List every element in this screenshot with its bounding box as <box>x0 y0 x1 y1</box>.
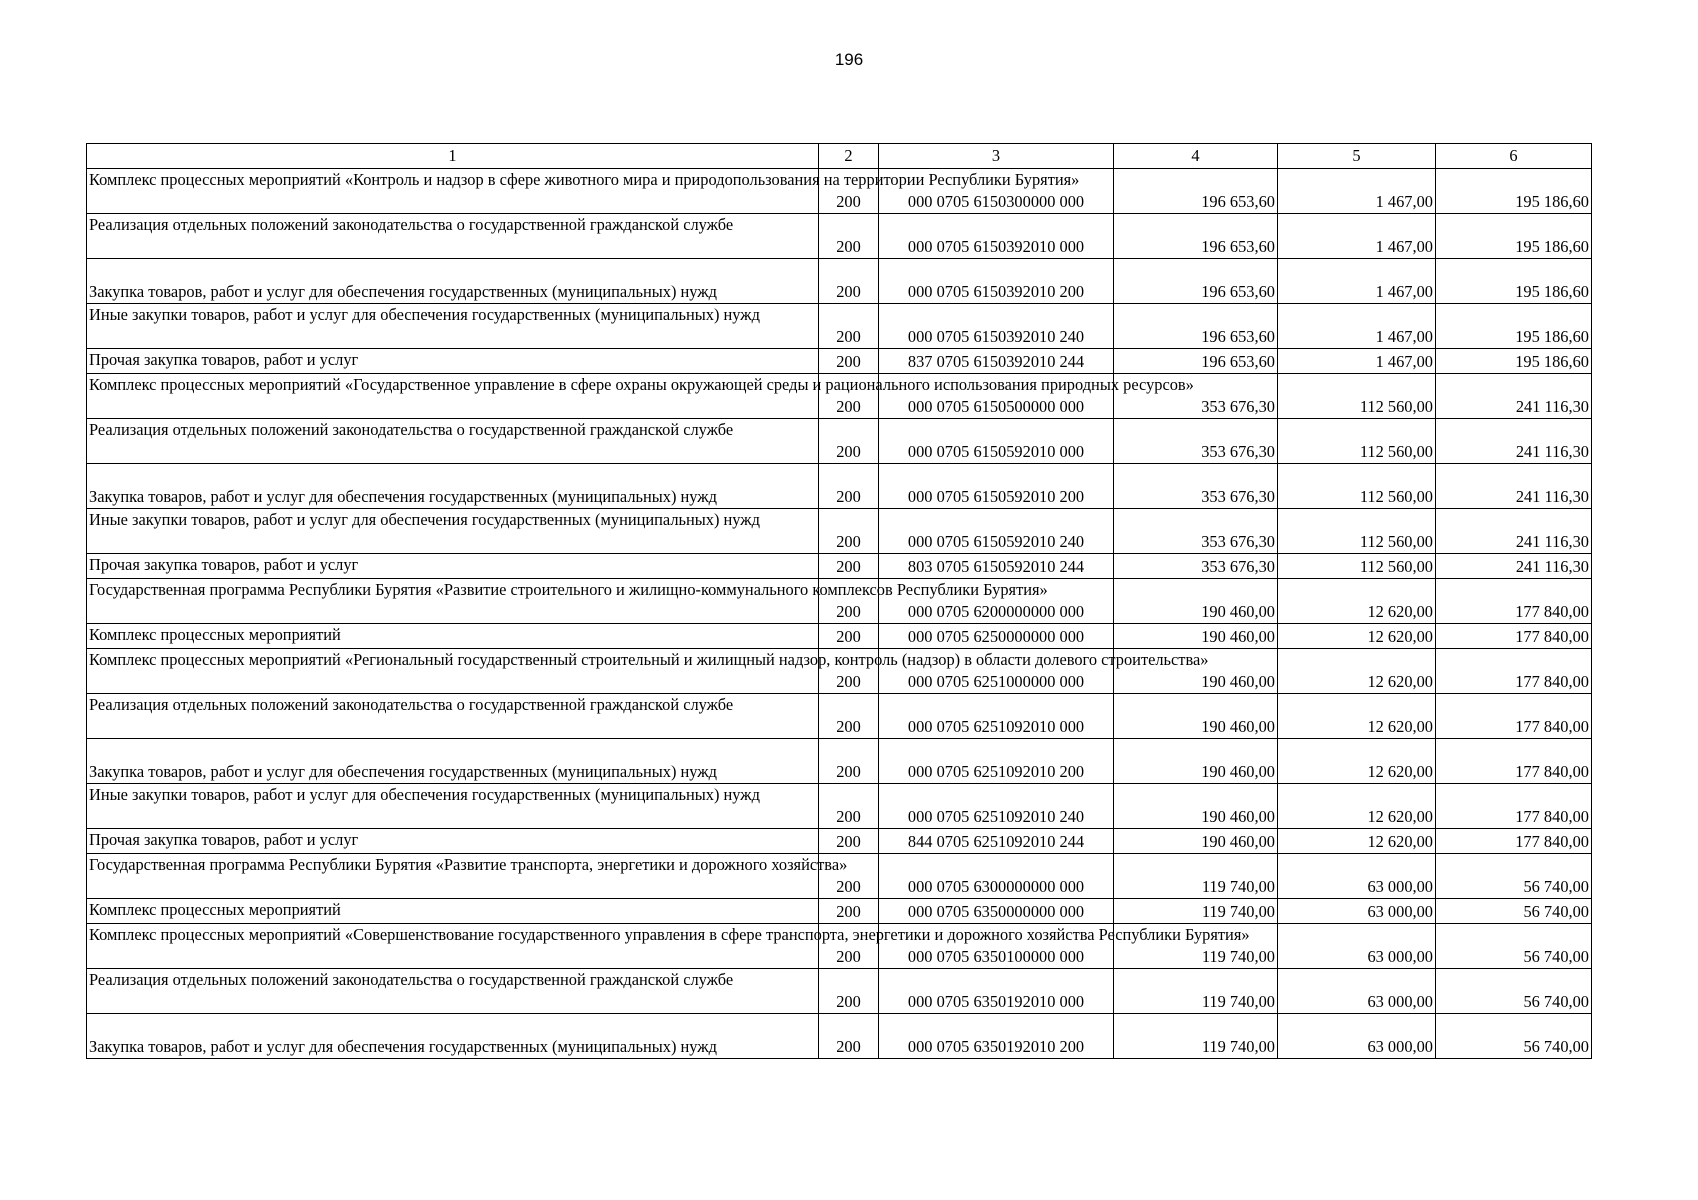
row-value4-cell: 196 653,60 <box>1114 169 1278 214</box>
row-name-cell: Реализация отдельных положений законодательства о государственной гражданской службе <box>87 214 819 259</box>
row-col2-cell: 200 <box>819 464 879 509</box>
row-col2-cell: 200 <box>819 304 879 349</box>
table-row <box>87 1014 1592 1059</box>
header-row <box>87 144 1592 169</box>
table-row <box>87 649 1592 694</box>
row-value6-cell: 177 840,00 <box>1436 579 1592 624</box>
header-col-6: 6 <box>1436 144 1592 169</box>
row-value6-cell: 241 116,30 <box>1436 554 1592 579</box>
table-row <box>87 554 1592 579</box>
header-col-4: 4 <box>1114 144 1278 169</box>
row-value5-cell: 1 467,00 <box>1278 169 1436 214</box>
row-value6-cell: 56 740,00 <box>1436 854 1592 899</box>
row-value5-cell: 12 620,00 <box>1278 649 1436 694</box>
row-value6-cell: 56 740,00 <box>1436 899 1592 924</box>
row-value5-cell: 1 467,00 <box>1278 214 1436 259</box>
row-code-cell: 000 0705 6350192010 200 <box>879 1014 1114 1059</box>
row-value5-cell: 1 467,00 <box>1278 259 1436 304</box>
row-value4-cell: 190 460,00 <box>1114 739 1278 784</box>
row-name-cell: Государственная программа Республики Бурятия «Развитие строительного и жилищно-коммунального комплексов Республики Бурятия» <box>87 579 819 624</box>
row-name-cell: Прочая закупка товаров, работ и услуг <box>87 829 819 854</box>
row-col2-cell: 200 <box>819 624 879 649</box>
row-name-cell: Закупка товаров, работ и услуг для обеспечения государственных (муниципальных) нужд <box>87 739 819 784</box>
table-row <box>87 899 1592 924</box>
row-value5-cell: 63 000,00 <box>1278 1014 1436 1059</box>
row-value6-cell: 195 186,60 <box>1436 349 1592 374</box>
row-value6-cell: 241 116,30 <box>1436 509 1592 554</box>
row-value5-cell: 112 560,00 <box>1278 419 1436 464</box>
table-row <box>87 784 1592 829</box>
row-value5-cell: 112 560,00 <box>1278 464 1436 509</box>
row-value5-cell: 12 620,00 <box>1278 579 1436 624</box>
row-value5-cell: 112 560,00 <box>1278 509 1436 554</box>
row-name-cell: Комплекс процессных мероприятий «Совершенствование государственного управления в сфере транспорта, энергетики и дорожного хозяйства Республики Бурятия» <box>87 924 819 969</box>
row-code-cell: 000 0705 6251000000 000 <box>879 649 1114 694</box>
page-number: 196 <box>834 50 864 69</box>
budget-table <box>86 143 1592 1059</box>
row-name-cell: Закупка товаров, работ и услуг для обеспечения государственных (муниципальных) нужд <box>87 259 819 304</box>
row-value4-cell: 190 460,00 <box>1114 829 1278 854</box>
row-value4-cell: 353 676,30 <box>1114 554 1278 579</box>
row-value6-cell: 195 186,60 <box>1436 304 1592 349</box>
row-value4-cell: 196 653,60 <box>1114 259 1278 304</box>
table-row <box>87 259 1592 304</box>
row-col2-cell: 200 <box>819 739 879 784</box>
row-col2-cell: 200 <box>819 969 879 1014</box>
row-name-cell: Иные закупки товаров, работ и услуг для обеспечения государственных (муниципальных) нужд <box>87 509 819 554</box>
row-value5-cell: 12 620,00 <box>1278 624 1436 649</box>
row-value6-cell: 56 740,00 <box>1436 924 1592 969</box>
row-value4-cell: 119 740,00 <box>1114 969 1278 1014</box>
table-row <box>87 579 1592 624</box>
row-code-cell: 000 0705 6250000000 000 <box>879 624 1114 649</box>
row-value6-cell: 241 116,30 <box>1436 374 1592 419</box>
table-row <box>87 854 1592 899</box>
row-name-cell: Реализация отдельных положений законодательства о государственной гражданской службе <box>87 969 819 1014</box>
row-value4-cell: 353 676,30 <box>1114 464 1278 509</box>
row-name-cell: Закупка товаров, работ и услуг для обеспечения государственных (муниципальных) нужд <box>87 464 819 509</box>
row-code-cell: 000 0705 6251092010 000 <box>879 694 1114 739</box>
row-value5-cell: 1 467,00 <box>1278 349 1436 374</box>
row-value4-cell: 353 676,30 <box>1114 374 1278 419</box>
row-value6-cell: 241 116,30 <box>1436 419 1592 464</box>
row-name-cell: Реализация отдельных положений законодательства о государственной гражданской службе <box>87 419 819 464</box>
row-name-cell: Иные закупки товаров, работ и услуг для обеспечения государственных (муниципальных) нужд <box>87 304 819 349</box>
row-value4-cell: 119 740,00 <box>1114 1014 1278 1059</box>
row-col2-cell: 200 <box>819 899 879 924</box>
row-col2-cell: 200 <box>819 554 879 579</box>
row-value5-cell: 112 560,00 <box>1278 374 1436 419</box>
row-value4-cell: 353 676,30 <box>1114 419 1278 464</box>
row-name-cell: Комплекс процессных мероприятий «Государственное управление в сфере охраны окружающей среды и рационального использования природных ресурсов» <box>87 374 819 419</box>
row-value5-cell: 63 000,00 <box>1278 924 1436 969</box>
row-name-cell: Комплекс процессных мероприятий <box>87 624 819 649</box>
row-value6-cell: 177 840,00 <box>1436 829 1592 854</box>
row-value6-cell: 195 186,60 <box>1436 169 1592 214</box>
table-row <box>87 739 1592 784</box>
row-name-cell: Государственная программа Республики Бурятия «Развитие транспорта, энергетики и дорожного хозяйства» <box>87 854 819 899</box>
row-value4-cell: 196 653,60 <box>1114 214 1278 259</box>
table-row <box>87 349 1592 374</box>
row-code-cell: 000 0705 6150392010 200 <box>879 259 1114 304</box>
table-row <box>87 374 1592 419</box>
row-code-cell: 000 0705 6150300000 000 <box>879 169 1114 214</box>
header-col-3: 3 <box>879 144 1114 169</box>
row-code-cell: 000 0705 6150392010 000 <box>879 214 1114 259</box>
table-row <box>87 304 1592 349</box>
header-col-2: 2 <box>819 144 879 169</box>
row-value6-cell: 56 740,00 <box>1436 969 1592 1014</box>
row-value4-cell: 190 460,00 <box>1114 624 1278 649</box>
table-row <box>87 419 1592 464</box>
row-code-cell: 000 0705 6350100000 000 <box>879 924 1114 969</box>
row-code-cell: 000 0705 6150592010 000 <box>879 419 1114 464</box>
row-col2-cell: 200 <box>819 924 879 969</box>
table-row <box>87 969 1592 1014</box>
table-row <box>87 624 1592 649</box>
row-value4-cell: 119 740,00 <box>1114 899 1278 924</box>
row-name-cell: Прочая закупка товаров, работ и услуг <box>87 349 819 374</box>
row-value6-cell: 177 840,00 <box>1436 694 1592 739</box>
row-code-cell: 000 0705 6150392010 240 <box>879 304 1114 349</box>
row-value5-cell: 63 000,00 <box>1278 899 1436 924</box>
row-col2-cell: 200 <box>819 1014 879 1059</box>
row-col2-cell: 200 <box>819 374 879 419</box>
row-value4-cell: 119 740,00 <box>1114 924 1278 969</box>
row-code-cell: 000 0705 6350000000 000 <box>879 899 1114 924</box>
header-col-1: 1 <box>87 144 819 169</box>
row-value6-cell: 195 186,60 <box>1436 214 1592 259</box>
row-name-cell: Реализация отдельных положений законодательства о государственной гражданской службе <box>87 694 819 739</box>
row-value4-cell: 196 653,60 <box>1114 349 1278 374</box>
row-code-cell: 000 0705 6150500000 000 <box>879 374 1114 419</box>
table-body <box>87 169 1592 1059</box>
table-row <box>87 214 1592 259</box>
row-value6-cell: 177 840,00 <box>1436 624 1592 649</box>
table-row <box>87 169 1592 214</box>
row-value5-cell: 63 000,00 <box>1278 854 1436 899</box>
row-col2-cell: 200 <box>819 509 879 554</box>
row-value4-cell: 190 460,00 <box>1114 694 1278 739</box>
row-code-cell: 000 0705 6150592010 200 <box>879 464 1114 509</box>
row-name-cell: Комплекс процессных мероприятий «Контроль и надзор в сфере животного мира и природопользования на территории Республики Бурятия» <box>87 169 819 214</box>
row-value4-cell: 119 740,00 <box>1114 854 1278 899</box>
row-code-cell: 000 0705 6150592010 240 <box>879 509 1114 554</box>
row-value4-cell: 190 460,00 <box>1114 784 1278 829</box>
table-row <box>87 924 1592 969</box>
table-row <box>87 694 1592 739</box>
row-value6-cell: 177 840,00 <box>1436 784 1592 829</box>
row-code-cell: 000 0705 6251092010 200 <box>879 739 1114 784</box>
row-name-cell: Иные закупки товаров, работ и услуг для обеспечения государственных (муниципальных) нужд <box>87 784 819 829</box>
row-code-cell: 803 0705 6150592010 244 <box>879 554 1114 579</box>
row-col2-cell: 200 <box>819 694 879 739</box>
row-col2-cell: 200 <box>819 829 879 854</box>
row-code-cell: 000 0705 6300000000 000 <box>879 854 1114 899</box>
row-col2-cell: 200 <box>819 579 879 624</box>
row-value6-cell: 241 116,30 <box>1436 464 1592 509</box>
row-col2-cell: 200 <box>819 214 879 259</box>
row-col2-cell: 200 <box>819 349 879 374</box>
row-code-cell: 837 0705 6150392010 244 <box>879 349 1114 374</box>
row-value4-cell: 196 653,60 <box>1114 304 1278 349</box>
row-col2-cell: 200 <box>819 784 879 829</box>
table-row <box>87 829 1592 854</box>
row-value5-cell: 12 620,00 <box>1278 694 1436 739</box>
row-value6-cell: 56 740,00 <box>1436 1014 1592 1059</box>
row-value6-cell: 195 186,60 <box>1436 259 1592 304</box>
row-code-cell: 000 0705 6350192010 000 <box>879 969 1114 1014</box>
row-value5-cell: 12 620,00 <box>1278 829 1436 854</box>
row-value4-cell: 353 676,30 <box>1114 509 1278 554</box>
row-code-cell: 844 0705 6251092010 244 <box>879 829 1114 854</box>
row-value6-cell: 177 840,00 <box>1436 649 1592 694</box>
table-row <box>87 464 1592 509</box>
row-name-cell: Прочая закупка товаров, работ и услуг <box>87 554 819 579</box>
row-value5-cell: 12 620,00 <box>1278 739 1436 784</box>
row-value5-cell: 112 560,00 <box>1278 554 1436 579</box>
row-name-cell: Закупка товаров, работ и услуг для обеспечения государственных (муниципальных) нужд <box>87 1014 819 1059</box>
row-col2-cell: 200 <box>819 419 879 464</box>
row-value5-cell: 12 620,00 <box>1278 784 1436 829</box>
row-value6-cell: 177 840,00 <box>1436 739 1592 784</box>
header-col-5: 5 <box>1278 144 1436 169</box>
row-name-cell: Комплекс процессных мероприятий <box>87 899 819 924</box>
row-value5-cell: 63 000,00 <box>1278 969 1436 1014</box>
row-code-cell: 000 0705 6200000000 000 <box>879 579 1114 624</box>
row-col2-cell: 200 <box>819 169 879 214</box>
row-value4-cell: 190 460,00 <box>1114 649 1278 694</box>
row-value5-cell: 1 467,00 <box>1278 304 1436 349</box>
table-row <box>87 509 1592 554</box>
row-col2-cell: 200 <box>819 259 879 304</box>
row-col2-cell: 200 <box>819 649 879 694</box>
row-value4-cell: 190 460,00 <box>1114 579 1278 624</box>
row-name-cell: Комплекс процессных мероприятий «Региональный государственный строительный и жилищный надзор, контроль (надзор) в области долевого строительства» <box>87 649 819 694</box>
row-code-cell: 000 0705 6251092010 240 <box>879 784 1114 829</box>
row-col2-cell: 200 <box>819 854 879 899</box>
